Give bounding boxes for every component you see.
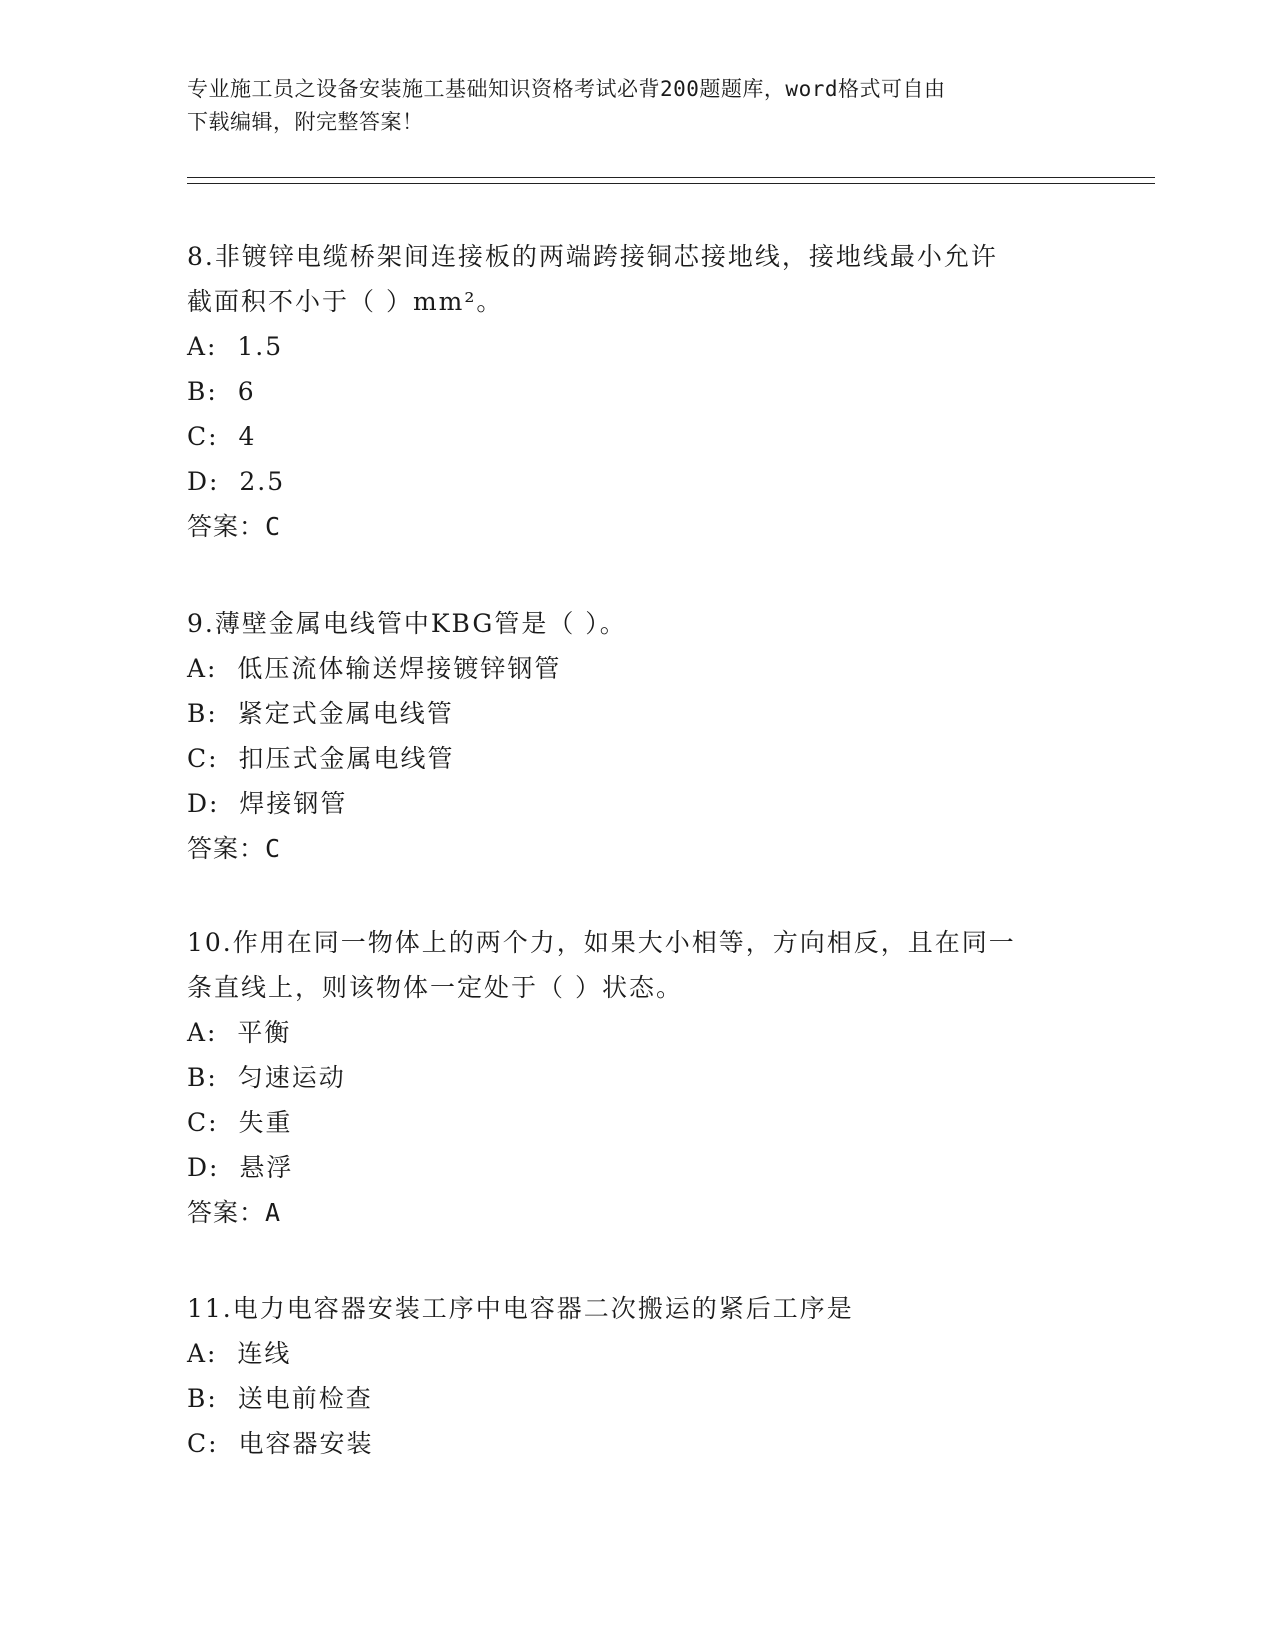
header-line-2: 下载编辑，附完整答案！: [187, 110, 424, 134]
document-header: [187, 73, 1087, 139]
option-b: B: 送电前检查: [187, 1384, 373, 1413]
question-stem: 11.电力电容器安装工序中电容器二次搬运的紧后工序是: [187, 1294, 854, 1323]
question-8: [187, 234, 1087, 549]
option-b: B: 紧定式金属电线管: [187, 699, 454, 728]
question-stem-continued: 截面积不小于（ ）mm²。: [187, 287, 504, 316]
option-d: D: 2.5: [187, 467, 286, 496]
option-b: B: 6: [187, 377, 256, 406]
question-stem: 8.非镀锌电缆桥架间连接板的两端跨接铜芯接地线，接地线最小允许: [187, 242, 998, 271]
question-11: [187, 1286, 1087, 1466]
option-d: D: 焊接钢管: [187, 789, 348, 818]
answer: 答案：C: [187, 512, 282, 541]
answer: 答案：C: [187, 834, 282, 863]
question-stem: 10.作用在同一物体上的两个力，如果大小相等，方向相反，且在同一: [187, 928, 1016, 957]
option-a: A: 平衡: [187, 1018, 292, 1047]
option-c: C: 4: [187, 422, 257, 451]
header-divider-bottom: [187, 183, 1155, 184]
option-a: A: 连线: [187, 1339, 292, 1368]
option-c: C: 扣压式金属电线管: [187, 744, 455, 773]
option-d: D: 悬浮: [187, 1153, 294, 1182]
option-a: A: 低压流体输送焊接镀锌钢管: [187, 654, 562, 683]
question-stem: 9.薄壁金属电线管中KBG管是（ ）。: [187, 609, 627, 638]
option-a: A: 1.5: [187, 332, 284, 361]
option-c: C: 电容器安装: [187, 1429, 374, 1458]
answer: 答案：A: [187, 1198, 282, 1227]
header-divider-top: [187, 177, 1155, 178]
question-9: [187, 601, 1087, 871]
question-stem-continued: 条直线上，则该物体一定处于（ ）状态。: [187, 973, 683, 1002]
option-b: B: 匀速运动: [187, 1063, 346, 1092]
header-line-1: 专业施工员之设备安装施工基础知识资格考试必背200题题库，word格式可自由: [187, 77, 946, 101]
option-c: C: 失重: [187, 1108, 293, 1137]
question-10: [187, 920, 1087, 1235]
